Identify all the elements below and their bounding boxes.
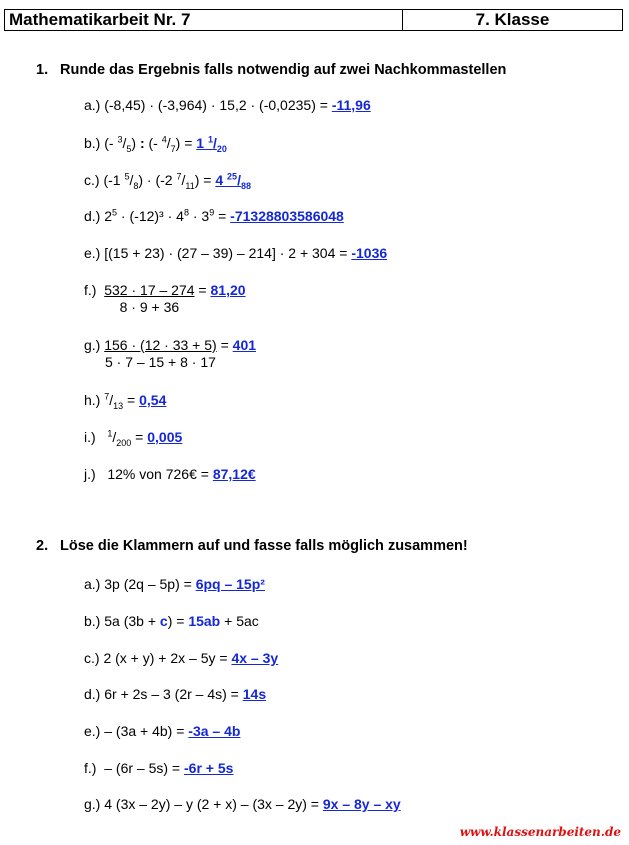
task-answer: -1036 [351,245,388,261]
task1a [84,96,371,114]
task-label: a.) [84,576,101,592]
task2e [84,722,240,740]
task-label: b.) [84,613,101,629]
task1e [84,244,387,262]
fraction-denominator: 8 · 9 + 36 [119,299,180,315]
task1f [84,281,246,316]
section1-number: 1. [36,62,49,78]
task-label: c.) [84,650,100,666]
task-expression: (-8,45) · (-3,964) · 15,2 · (-0,0235) = [104,97,332,113]
task-answer: 401 [232,337,257,353]
task-answer: -3a – 4b [188,723,241,739]
task-answer: 1 $^1/_{20}$ [196,134,227,154]
section2-heading-text: Löse die Klammern auf und fasse falls möglich zusammen! [60,538,468,554]
fraction-numerator: 156 · (12 · 33 + 5) [104,337,217,353]
task2b: b.) 5a (3b + c) = 15ab + 5ac [84,613,259,629]
task-label: e.) [84,723,101,739]
task2a [84,575,265,593]
task-expression: 6r + 2s – 3 (2r – 4s) = [104,686,243,702]
fraction [104,336,216,371]
task-expression: 3p (2q – 5p) = [104,576,196,592]
task-answer: -11,96 [331,97,371,113]
task-expression: – (3a + 4b) = [104,723,189,739]
task-answer: 81,20 [210,282,246,298]
task2c [84,649,278,667]
site-watermark: www.klassenarbeiten.de [459,825,621,839]
section2-heading [36,538,468,554]
task1g [84,336,256,371]
task1c: c.) (-1 $^5/_8) \cdot (-2$ $^7/_{11}) = 4$ $^{25}/_{88}$ [84,171,251,191]
task1j [84,465,256,483]
fraction-denominator: 5 · 7 – 15 + 8 · 17 [105,354,216,370]
task-label: e.) [84,245,101,261]
task-expression: 4 (3x – 2y) – y (2 + x) – (3x – 2y) = [104,796,323,812]
fraction [104,281,194,316]
task-answer: 0,005 [147,429,183,445]
task-label: f.) [84,282,97,298]
task-answer: 4x – 3y [231,650,279,666]
task-answer: 4 $^{25}/_{88}$ [215,171,251,191]
section2-number: 2. [36,538,49,554]
task-label: g.) [84,796,101,812]
section1-heading-text: Runde das Ergebnis falls notwendig auf zwei Nachkommastellen [60,62,507,78]
task2g [84,795,401,813]
task-answer: 15ab [188,613,221,629]
task1h: h.) $^7/_{13} = 0,54$ [84,391,167,411]
task-answer: 87,12€ [212,466,256,482]
task-label: g.) [84,337,101,353]
task-answer: 9x – 8y – xy [322,796,401,812]
task-label: i.) [84,429,96,445]
task-answer: 6pq – 15p² [195,576,265,592]
task-answer: -71328803586048 [230,208,344,224]
equals-sign: = [194,282,211,298]
task-label: a.) [84,97,101,113]
task-label: f.) [84,760,97,776]
header-table [4,9,623,31]
task-label: d.) [84,208,101,224]
task-label: c.) [84,172,100,188]
task-label: b.) [84,135,101,151]
exam-title: Mathematikarbeit Nr. 7 [5,10,403,30]
task-answer: 0,54 [139,392,167,408]
task-expression: – (6r – 5s) = [104,760,184,776]
equals-sign: = [216,337,233,353]
task1d: d.) $2^5 \cdot (-12)^3 \cdot 4^8 \cdot 3^9 = -71328803586048$ [84,207,344,224]
task-answer: -6r + 5s [184,760,234,776]
section1-heading [36,62,506,78]
task-expression: 12% von 726€ = [107,466,213,482]
task2f [84,759,233,777]
task1b: b.) (- $^3/_5$) : (- $^4/_7) = 1$ $^1/_{20}$ [84,134,227,154]
task-expression: [(15 + 23) · (27 – 39) – 214] · 2 + 304 = [104,245,352,261]
fraction-numerator: 532 · 17 – 274 [104,282,195,298]
task-expression: 2 (x + y) + 2x – 5y = [103,650,232,666]
task-label: h.) [84,392,101,408]
task-label: j.) [84,466,96,482]
task2d [84,685,266,703]
grade-label: 7. Klasse [475,10,550,29]
task1i: i.) $^1/_{200} = 0,005$ [84,428,183,448]
task-label: d.) [84,686,101,702]
task-answer: 14s [242,686,267,702]
